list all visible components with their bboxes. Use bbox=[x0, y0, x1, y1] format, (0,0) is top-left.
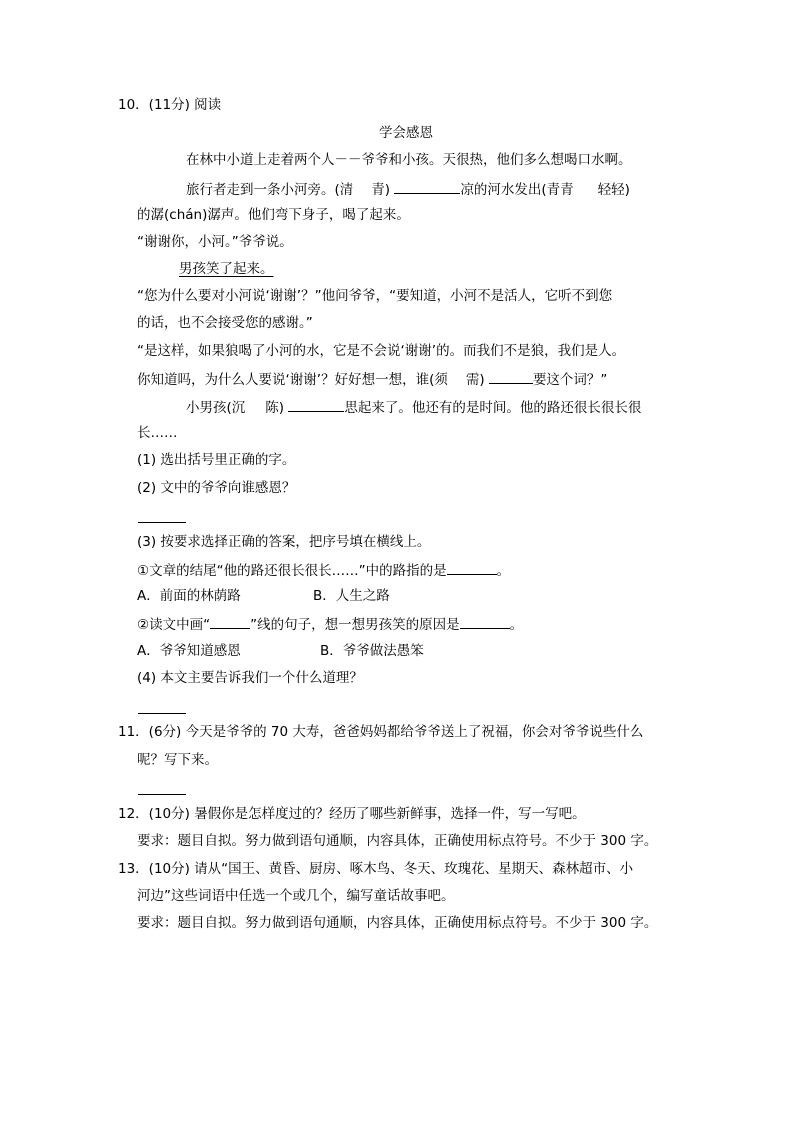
p2-text-a: 旅行者走到一条小河旁。(清 bbox=[186, 182, 354, 198]
passage-paragraph-3: “谢谢你，小河。”爷爷说。 bbox=[137, 234, 293, 250]
passage-paragraph-1: 在林中小道上走着两个人－－爷爷和小孩。天很热，他们多么想喝口水啊。 bbox=[186, 152, 632, 168]
passage-paragraph-6-line-1: “是这样，如果狼喝了小河的水，它是不会说‘谢谢’的。而我们不是狼，我们是人。 bbox=[137, 343, 626, 359]
q11-answer-line[interactable] bbox=[138, 780, 186, 795]
q11-line-1: 11．(6分) 今天是爷爷的 70 大寿，爸爸妈妈都给爷爷送上了祝福，你会对爷爷说些什么 bbox=[118, 724, 644, 740]
q10-sub-2-answer-line[interactable] bbox=[138, 508, 186, 523]
passage-paragraph-5-line-2: 的话，也不会接受您的感谢。” bbox=[137, 315, 313, 331]
p2-text-c: 凉的河水发出(青青 bbox=[460, 182, 574, 198]
q13-line-1: 13．(10分) 请从“国王、黄昏、厨房、啄木鸟、冬天、玫瑰花、星期天、森林超市、小 bbox=[118, 861, 634, 877]
passage-title: 学会感恩 bbox=[379, 125, 433, 141]
q10-sub-3-1 bbox=[137, 560, 510, 580]
p2-text-d: 轻轻) bbox=[597, 182, 630, 198]
passage-paragraph-7-line-1 bbox=[186, 397, 641, 417]
q11-line-2: 呢？写下来。 bbox=[137, 752, 218, 768]
q10-sub-4-answer-line[interactable] bbox=[138, 699, 186, 714]
q3-2-option-b: B．爷爷做法愚笨 bbox=[320, 643, 424, 659]
q12-requirement: 要求：题目自拟。努力做到语句通顺，内容具体，正确使用标点符号。不少于 300 字。 bbox=[137, 833, 658, 849]
q3-1-answer-blank[interactable] bbox=[447, 560, 497, 575]
answer-blank-xu[interactable] bbox=[489, 369, 533, 384]
q10-sub-3: (3) 按要求选择正确的答案，把序号填在横线上。 bbox=[137, 534, 431, 550]
q13-requirement: 要求：题目自拟。努力做到语句通顺，内容具体，正确使用标点符号。不少于 300 字。 bbox=[137, 915, 658, 931]
q10-sub-3-2 bbox=[137, 614, 523, 634]
q3-1-end: 。 bbox=[496, 563, 511, 579]
q3-2-quote-line bbox=[210, 614, 250, 629]
passage-paragraph-2-line-1 bbox=[186, 179, 630, 199]
passage-paragraph-5-line-1: “您为什么要对小河说‘谢谢’？”他问爷爷，“要知道，小河不是活人，它听不到您 bbox=[137, 288, 613, 304]
q13-line-2: 河边”这些词语中任选一个或几个，编写童话故事吧。 bbox=[137, 888, 455, 904]
p6-text-c: 需) bbox=[465, 372, 485, 388]
q10-sub-2: (2) 文中的爷爷向谁感恩？ bbox=[137, 480, 296, 496]
answer-blank-qing[interactable] bbox=[394, 179, 460, 194]
p7-text-b: 陈) bbox=[265, 400, 285, 416]
p7-text-c: 思起来了。他还有的是时间。他的路还很长很长很 bbox=[344, 400, 642, 416]
q3-2-text-a: ②读文中画“ bbox=[137, 617, 211, 633]
q10-sub-1: (1) 选出括号里正确的字。 bbox=[137, 452, 296, 468]
p6-text-d: 要这个词？” bbox=[532, 372, 608, 388]
q3-2-text-b: ”线的句子，想一想男孩笑的原因是 bbox=[250, 617, 460, 633]
q3-2-option-a: A．爷爷知道感恩 bbox=[137, 643, 241, 659]
q3-2-answer-blank[interactable] bbox=[460, 614, 510, 629]
q3-1-option-b: B．人生之路 bbox=[313, 588, 390, 604]
q10-header: 10．(11分) 阅读 bbox=[118, 97, 222, 113]
q3-1-option-a: A．前面的林荫路 bbox=[137, 588, 241, 604]
passage-paragraph-6-line-2 bbox=[137, 369, 607, 389]
q3-1-text: ①文章的结尾“他的路还很长很长……”中的路指的是 bbox=[137, 563, 447, 579]
q10-sub-4: (4) 本文主要告诉我们一个什么道理？ bbox=[137, 670, 363, 686]
answer-blank-chen[interactable] bbox=[288, 397, 344, 412]
passage-paragraph-7-line-2: 长…… bbox=[137, 425, 178, 441]
p6-text-b: 你知道吗，为什么人要说‘谢谢’？好好想一想，谁(须 bbox=[137, 372, 448, 388]
p2-text-b: 青) bbox=[371, 182, 391, 198]
q3-2-end: 。 bbox=[509, 617, 524, 633]
passage-paragraph-4-underlined: 男孩笑了起来。 bbox=[179, 261, 274, 277]
q12-line-1: 12．(10分) 暑假你是怎样度过的？经历了哪些新鲜事，选择一件，写一写吧。 bbox=[118, 806, 586, 822]
p7-text-a: 小男孩(沉 bbox=[186, 400, 246, 416]
passage-paragraph-2-line-2: 的潺(chán)潺声。他们弯下身子，喝了起来。 bbox=[137, 207, 410, 223]
